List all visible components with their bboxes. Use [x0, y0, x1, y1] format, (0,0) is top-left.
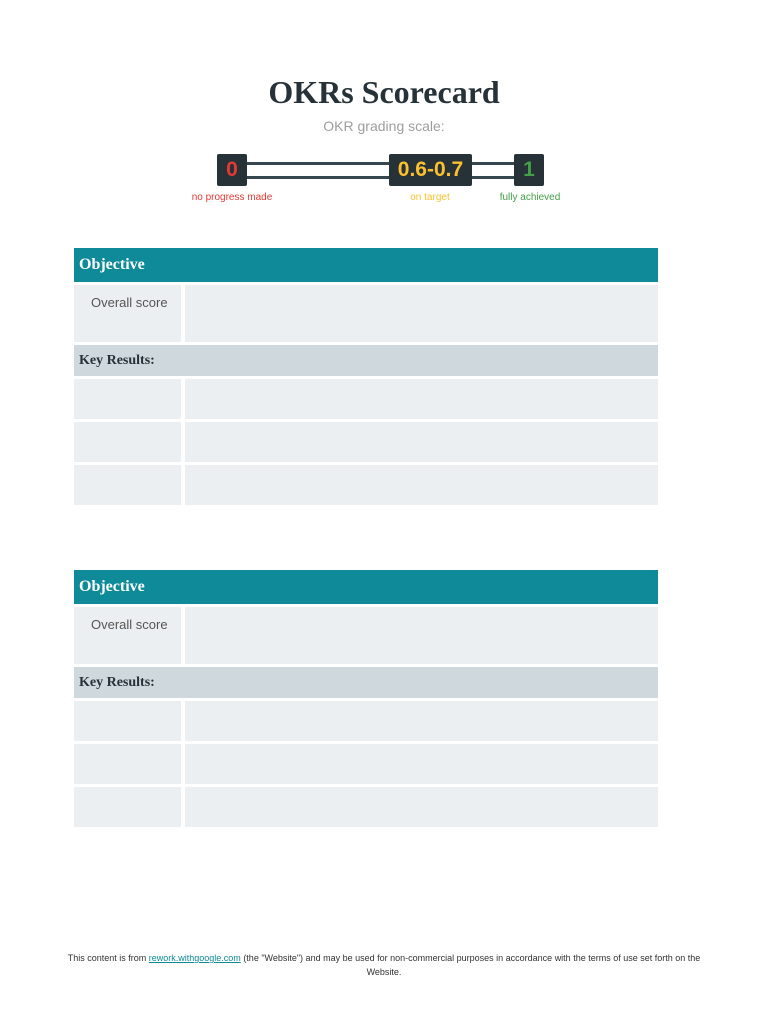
- grading-scale: [0, 0, 768, 220]
- scale-label-mid: on target: [410, 192, 450, 203]
- objective-header[interactable]: [74, 570, 658, 604]
- key-results-header: [74, 667, 658, 698]
- scale-line-top: [244, 162, 514, 165]
- objective-label: Objective: [79, 578, 145, 595]
- key-result-text-cell[interactable]: [185, 465, 658, 505]
- scale-value-low: 0: [217, 154, 247, 186]
- key-result-score-cell[interactable]: [74, 379, 181, 419]
- overall-score-row: [74, 607, 658, 664]
- key-result-score-cell[interactable]: [74, 701, 181, 741]
- key-result-text-cell[interactable]: [185, 422, 658, 462]
- page-subtitle: OKR grading scale:: [323, 118, 445, 134]
- okr-block: [74, 570, 658, 827]
- scale-line-bottom: [244, 176, 514, 179]
- footer-suffix: (the "Website") and may be used for non-commercial purposes in accordance with the terms of use set forth on the Website.: [240, 953, 701, 977]
- key-result-score-cell[interactable]: [74, 744, 181, 784]
- key-result-row: [74, 744, 658, 784]
- objective-label: Objective: [79, 256, 145, 273]
- overall-score-label: Overall score: [74, 607, 181, 664]
- key-result-text-cell[interactable]: [185, 701, 658, 741]
- overall-score-field[interactable]: [185, 285, 658, 342]
- footer-link[interactable]: rework.withgoogle.com: [148, 953, 241, 963]
- key-result-row: [74, 379, 658, 419]
- okr-block: [74, 248, 658, 505]
- key-result-text-cell[interactable]: [185, 744, 658, 784]
- scale-label-high: fully achieved: [499, 192, 561, 203]
- key-result-text-cell[interactable]: [185, 787, 658, 827]
- objective-header[interactable]: [74, 248, 658, 282]
- key-result-score-cell[interactable]: [74, 465, 181, 505]
- key-results-label: Key Results:: [79, 352, 155, 368]
- key-result-row: [74, 787, 658, 827]
- overall-score-label: Overall score: [74, 285, 181, 342]
- key-results-label: Key Results:: [79, 674, 155, 690]
- key-result-text-cell[interactable]: [185, 379, 658, 419]
- overall-score-field[interactable]: [185, 607, 658, 664]
- footer-prefix: This content is from: [67, 953, 149, 963]
- overall-score-row: [74, 285, 658, 342]
- key-results-header: [74, 345, 658, 376]
- scale-value-mid: 0.6-0.7: [389, 154, 472, 186]
- key-result-row: [74, 465, 658, 505]
- key-result-row: [74, 422, 658, 462]
- scale-label-low: no progress made: [191, 192, 273, 203]
- key-result-score-cell[interactable]: [74, 787, 181, 827]
- scale-value-high: 1: [514, 154, 544, 186]
- key-result-score-cell[interactable]: [74, 422, 181, 462]
- key-result-row: [74, 701, 658, 741]
- footer-notice: [60, 951, 708, 979]
- page-title: OKRs Scorecard: [268, 74, 500, 110]
